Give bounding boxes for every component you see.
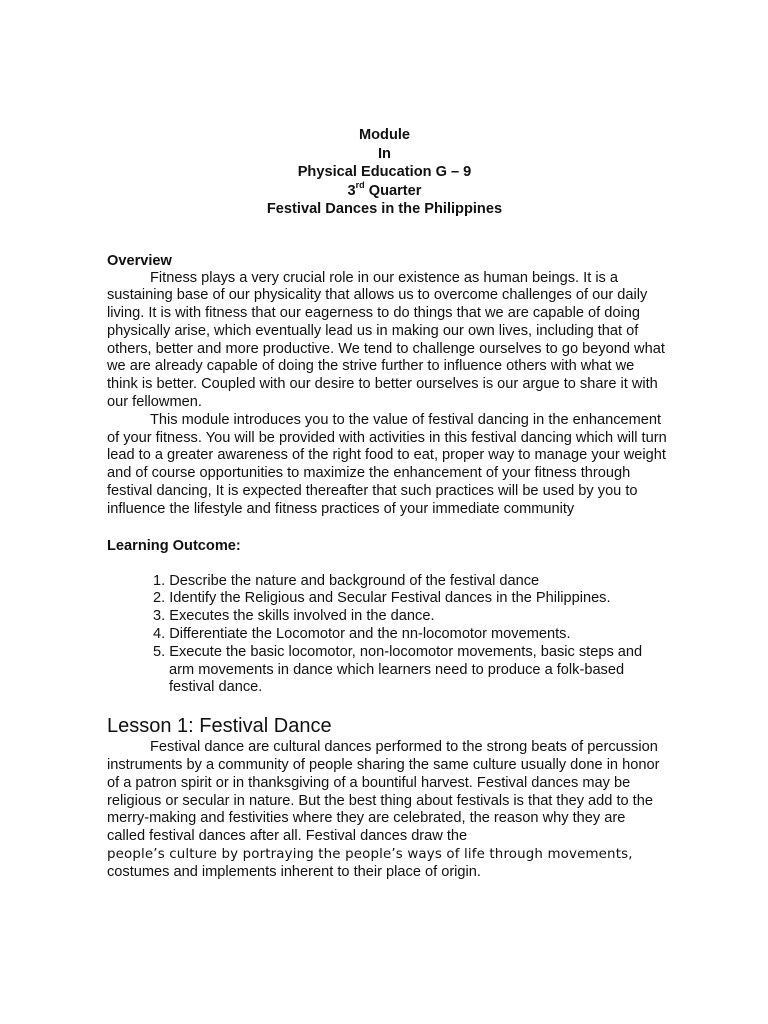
outcome-item: 5. Execute the basic locomotor, non-locomotor movements, basic steps and arm movements in dance which learners need to produce a folk-based festival dance. (153, 643, 643, 696)
quarter-word: Quarter (364, 182, 422, 199)
lesson-1-text-line-c: costumes and implements inherent to their place of origin. (107, 863, 481, 880)
title-line-in: In (378, 145, 391, 162)
title-line-topic: Festival Dances in the Philippines (266, 201, 503, 217)
learning-outcome-list (107, 573, 667, 698)
module-title-block (107, 126, 662, 219)
learning-outcome-heading: Learning Outcome: (107, 537, 241, 554)
overview-heading: Overview (107, 252, 172, 269)
overview-paragraph-2: This module introduces you to the value of festival dancing in the enhancement of your fitness. You will be provided with activities in this festival dancing which will turn lead to a greater awareness of the right food to eat, proper way to manage your weight and of course opportunities to maximize the enhancement of your fitness through festival dancing, It is expected thereafter that such practices will be used by you to influence the lifestyle and fitness practices of your immediate community (107, 411, 667, 517)
outcome-item: 4. Differentiate the Locomotor and the nn-locomotor movements. (153, 626, 571, 643)
lesson-1-heading: Lesson 1: Festival Dance (107, 715, 332, 738)
outcome-item: 2. Identify the Religious and Secular Festival dances in the Philippines. (153, 590, 611, 607)
lesson-1-paragraph (107, 739, 667, 881)
title-line-quarter (107, 179, 662, 201)
title-line-module: Module (358, 127, 411, 143)
overview-paragraph-1: Fitness plays a very crucial role in our existence as human beings. It is a sustaining base of our physicality that allows us to overcome challenges of our daily living. It is with fitness that our eagerness to do things that we are capable of doing physically arise, which eventually lead us in making our own lives, including that of others, better and more productive. We tend to challenge ourselves to go beyond what we are already capable of doing the strive further to influence others with what we think is better. Coupled with our desire to better ourselves is our argue to share it with our fellowmen. (107, 269, 665, 411)
outcome-item: 3. Executes the skills involved in the dance. (153, 608, 435, 625)
quarter-number: 3 (347, 182, 356, 199)
lesson-1-text-main: Festival dance are cultural dances performed to the strong beats of percussion instruments by a community of people sharing the same culture usually done in honor of a patron spirit or in thanksgiving of a bountiful harvest. Festival dances may be religious or secular in nature. But the best thing about festivals is that they add to the merry-making and festivities where they are celebrated, the reason why they are called festival dances after all. Festival dances draw the (107, 739, 660, 845)
document-page (107, 126, 667, 882)
outcome-item: 1. Describe the nature and background of the festival dance (153, 572, 540, 589)
title-line-subject: Physical Education G – 9 (297, 164, 472, 180)
quarter-ordinal: rd (355, 179, 365, 190)
lesson-1-text-line-b: people’s culture by portraying the people’s ways of life through movements, (107, 847, 633, 863)
